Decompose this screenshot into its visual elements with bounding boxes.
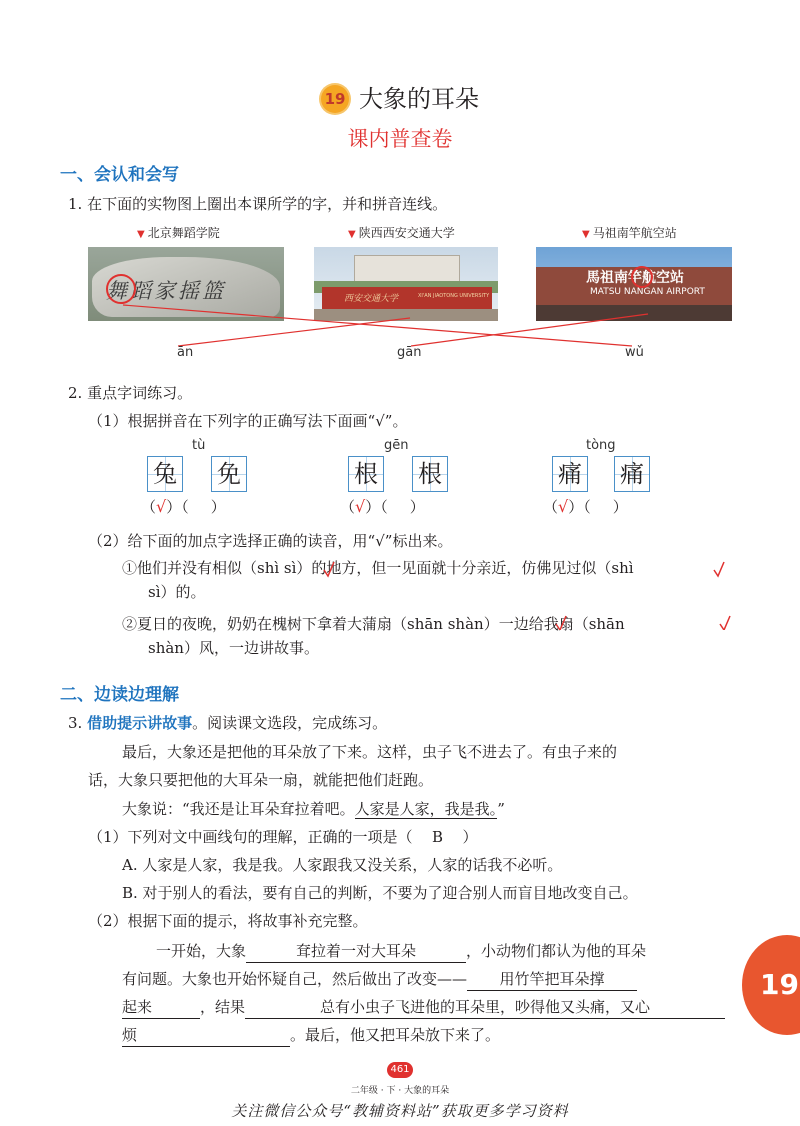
group2-pinyin: gēn bbox=[384, 438, 409, 453]
story-line1: 一开始，大象 耷拉着一对大耳朵 ，小动物们都认为他的耳朵 bbox=[156, 940, 646, 963]
reading-item2-line1: ②夏日的夜晚，奶奶在槐树下拿着大蒲扇（shān shàn）一边给我扇（shān bbox=[122, 615, 625, 633]
q1-text: 1. 在下面的实物图上圈出本课所学的字，并和拼音连线。 bbox=[68, 195, 448, 213]
photo2-sign-text: 西安交通大学 bbox=[344, 294, 399, 304]
story-line4: 烦 。最后，他又把耳朵放下来了。 bbox=[122, 1024, 500, 1047]
group1-pinyin: tù bbox=[192, 438, 206, 453]
q2-part2-text: （2）给下面的加点字选择正确的读音，用“√”标出来。 bbox=[88, 532, 453, 550]
answer-paren: （√）（ ） bbox=[543, 497, 628, 516]
answer-paren: （√）（ ） bbox=[141, 497, 226, 516]
answer-paren: （√）（ ） bbox=[340, 497, 425, 516]
chapter-side-tab: 19 bbox=[742, 935, 800, 1035]
photo3-caption: ▼ 马祖南竿航空站 bbox=[582, 226, 677, 240]
section1-heading: 一、会认和会写 bbox=[60, 165, 179, 185]
char-box: 兔 bbox=[147, 456, 183, 492]
page-number: 461 bbox=[387, 1062, 413, 1078]
photo3-sign-text-en: MATSU NANGAN AIRPORT bbox=[590, 287, 705, 297]
q2-text: 2. 重点字词练习。 bbox=[68, 384, 193, 402]
pinyin-gan: gān bbox=[397, 345, 422, 360]
reading-item2-line2: shàn）风，一边讲故事。 bbox=[148, 639, 319, 657]
pinyin-an: ān bbox=[177, 345, 194, 360]
q3-part1-text: （1）下列对文中画线句的理解，正确的一项是（ B ） bbox=[88, 828, 478, 846]
char-box: 根 bbox=[412, 456, 448, 492]
passage-line3: 大象说：“我还是让耳朵耷拉着吧。人家是人家，我是我。” bbox=[122, 800, 505, 818]
section2-heading: 二、边读边理解 bbox=[60, 685, 179, 705]
footer-line2: 关注微信公众号“教辅资料站”获取更多学习资料 bbox=[231, 1102, 569, 1120]
group3-pinyin: tòng bbox=[586, 438, 616, 453]
char-box: 痛 bbox=[552, 456, 588, 492]
story-line2: 有问题。大象也开始怀疑自己，然后做出了改变—— 用竹竿把耳朵撑 bbox=[122, 968, 637, 991]
photo3-sign-text: 馬祖南竿航空站 bbox=[586, 270, 684, 286]
footer-line1: 二年级 · 下 · 大象的耳朵 bbox=[350, 1086, 450, 1096]
photo1-sign-text: 舞蹈家摇篮 bbox=[106, 279, 226, 303]
char-box: 根 bbox=[348, 456, 384, 492]
char-box: 免 bbox=[211, 456, 247, 492]
reading-check-marks bbox=[300, 550, 740, 630]
lesson-title-text: 大象的耳朵 bbox=[359, 85, 479, 113]
passage-line1: 最后，大象还是把他的耳朵放了下来。这样，虫子飞不进去了。有虫子来的 bbox=[122, 743, 618, 761]
char-box: 痛 bbox=[614, 456, 650, 492]
lesson-number-badge: 19 bbox=[321, 85, 349, 113]
q3-option-b: B. 对于别人的看法，要有自己的判断，不要为了迎合别人而盲目地改变自己。 bbox=[122, 884, 638, 902]
reading-item1-line1: ①他们并没有相似（shì sì）的地方，但一见面就十分亲近，仿佛见过似（shì bbox=[122, 559, 634, 577]
worksheet-subtitle: 课内普查卷 bbox=[347, 127, 453, 151]
q2-part1-text: （1）根据拼音在下列字的正确写法下面画“√”。 bbox=[88, 412, 408, 430]
photo2-caption: ▼ 陕西西安交通大学 bbox=[348, 226, 455, 240]
q3-option-a: A. 人家是人家，我是我。人家跟我又没关系，人家的话我不必听。 bbox=[122, 856, 563, 874]
reading-item1-line2: sì）的。 bbox=[148, 583, 206, 601]
pinyin-connection-lines bbox=[0, 0, 800, 400]
q3-part2-text: （2）根据下面的提示，将故事补充完整。 bbox=[88, 912, 368, 930]
passage-line2: 话，大象只要把他的大耳朵一扇，就能把他们赶跑。 bbox=[88, 771, 434, 789]
story-line3: 起来 ，结果 总有小虫子飞进他的耳朵里，吵得他又头痛，又心 bbox=[122, 996, 725, 1019]
q3-text: 3. 借助提示讲故事。阅读课文选段，完成练习。 bbox=[68, 714, 388, 732]
photo2-sign-text-en: XI'AN JIAOTONG UNIVERSITY bbox=[418, 293, 490, 299]
pinyin-wu: wǔ bbox=[625, 345, 644, 360]
photo1-caption: ▼ 北京舞蹈学院 bbox=[137, 226, 220, 240]
